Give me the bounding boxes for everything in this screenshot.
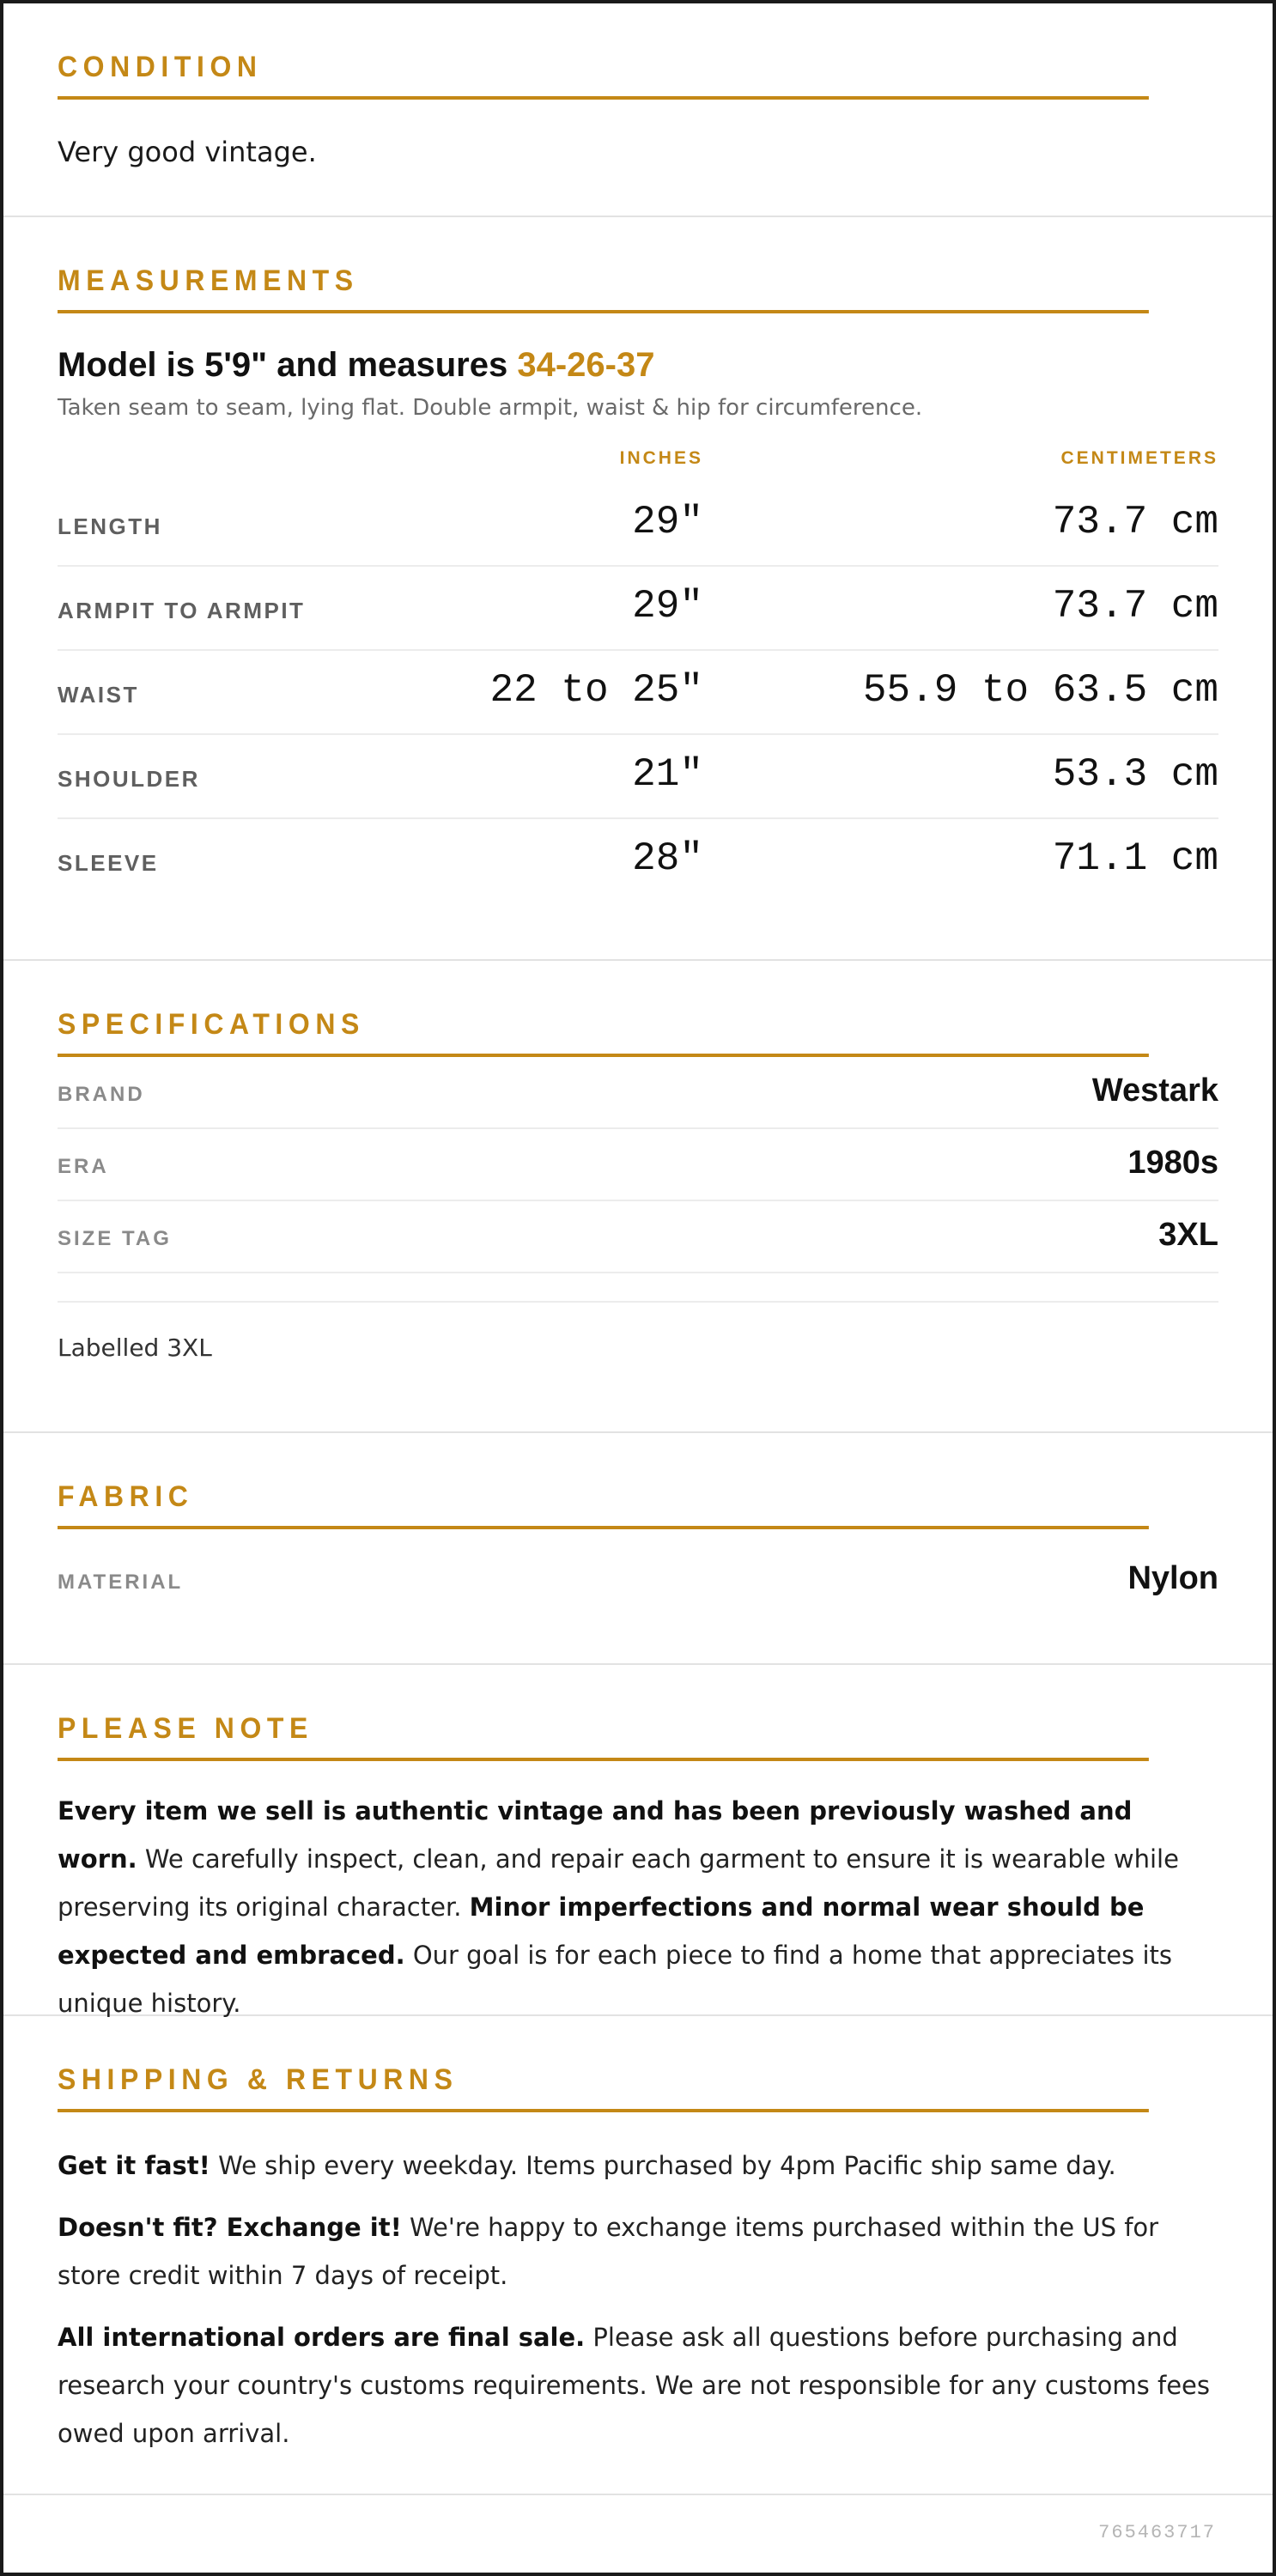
measurement-row-shoulder: [58, 735, 1218, 819]
please-note-heading: PLEASE NOTE: [58, 1665, 1149, 1761]
fabric-section: [3, 1433, 1273, 1665]
fabric-value: Nylon: [1127, 1560, 1218, 1596]
fabric-heading: FABRIC: [58, 1433, 1149, 1529]
model-figures: 34-26-37: [517, 346, 655, 384]
centimeters-column-header: CENTIMETERS: [1060, 448, 1218, 468]
measurement-row-waist: [58, 651, 1218, 735]
shipping-bold: Get it fast!: [58, 2151, 210, 2180]
fabric-row-material: [58, 1545, 1218, 1615]
shipping-returns-section: [3, 2016, 1273, 2495]
measurements-heading: MEASUREMENTS: [58, 217, 1149, 313]
condition-text: Very good vintage.: [58, 136, 317, 168]
specifications-heading: SPECIFICATIONS: [58, 961, 1149, 1057]
spec-row-size-tag: [58, 1201, 1218, 1273]
measurements-section: [3, 217, 1273, 961]
spec-label: SIZE TAG: [58, 1227, 172, 1250]
condition-heading: CONDITION: [58, 3, 1149, 100]
shipping-text: We're happy to exchange items purchased within the US for store credit within 7 days of receipt.: [58, 2213, 1159, 2290]
measurement-inches: 29": [632, 500, 703, 544]
measurement-cm: 53.3 cm: [1052, 752, 1218, 797]
shipping-heading: SHIPPING & RETURNS: [58, 2016, 1149, 2112]
spec-label: ERA: [58, 1155, 109, 1178]
spec-value: 1980s: [1127, 1145, 1218, 1181]
spec-divider: [58, 1273, 1218, 1303]
measurement-row-sleeve: [58, 819, 1218, 902]
measurement-cm: 71.1 cm: [1052, 836, 1218, 881]
model-prefix: Model is 5'9" and measures: [58, 346, 518, 384]
measurement-cm: 73.7 cm: [1052, 584, 1218, 629]
product-id: 765463717: [1098, 2522, 1216, 2543]
note-bold-2: Minor imperfections and normal wear should be expected and embraced.: [58, 1893, 1145, 1970]
measurement-label: ARMPIT TO ARMPIT: [58, 598, 306, 623]
shipping-bold: All international orders are final sale.: [58, 2323, 586, 2352]
spec-label: BRAND: [58, 1083, 145, 1106]
measurement-inches: 22 to 25": [489, 668, 703, 713]
inches-column-header: INCHES: [619, 448, 703, 468]
measurement-row-armpit: [58, 567, 1218, 651]
measurement-column-headers: [58, 448, 1218, 483]
shipping-text: Please ask all questions before purchasing and research your country's customs requirements. We are not responsible for any customs fees owed upon arrival.: [58, 2323, 1210, 2448]
measurement-inches: 29": [632, 584, 703, 629]
note-bold-1: Every item we sell is authentic vintage and has been previously washed and worn.: [58, 1796, 1133, 1874]
measurements-subtitle: Taken seam to seam, lying flat. Double armpit, waist & hip for circumference.: [58, 395, 923, 421]
shipping-paragraph-exchange: [58, 2203, 1218, 2300]
condition-section: [3, 3, 1273, 217]
note-text-2: Our goal is for each piece to find a home that appreciates its unique history.: [58, 1941, 1173, 2018]
shipping-text: We ship every weekday. Items purchased by 4pm Pacific ship same day.: [210, 2151, 1116, 2180]
measurement-inches: 21": [632, 752, 703, 797]
model-measurements-line: [58, 346, 1218, 385]
please-note-text: [58, 1787, 1218, 2027]
shipping-paragraph-international: [58, 2313, 1218, 2458]
spec-row-era: [58, 1129, 1218, 1201]
note-text-1: We carefully inspect, clean, and repair each garment to ensure it is wearable while preserving its original character.: [58, 1844, 1179, 1922]
shipping-bold: Doesn't fit? Exchange it!: [58, 2213, 402, 2242]
measurement-inches: 28": [632, 836, 703, 881]
measurement-cm: 55.9 to 63.5 cm: [862, 668, 1218, 713]
spec-row-brand: [58, 1057, 1218, 1129]
please-note-section: [3, 1665, 1273, 2016]
measurement-label: LENGTH: [58, 513, 162, 539]
spec-value: 3XL: [1158, 1217, 1218, 1253]
fabric-label: MATERIAL: [58, 1571, 184, 1594]
measurement-label: SLEEVE: [58, 850, 159, 876]
specifications-list: [58, 1057, 1218, 1303]
specifications-section: [3, 961, 1273, 1433]
shipping-paragraph-fast: [58, 2142, 1218, 2190]
measurement-row-length: [58, 483, 1218, 567]
size-tag-note: Labelled 3XL: [58, 1334, 212, 1362]
measurement-label: WAIST: [58, 682, 139, 708]
spec-value: Westark: [1091, 1072, 1218, 1109]
measurement-label: SHOULDER: [58, 766, 200, 792]
measurement-cm: 73.7 cm: [1052, 500, 1218, 544]
